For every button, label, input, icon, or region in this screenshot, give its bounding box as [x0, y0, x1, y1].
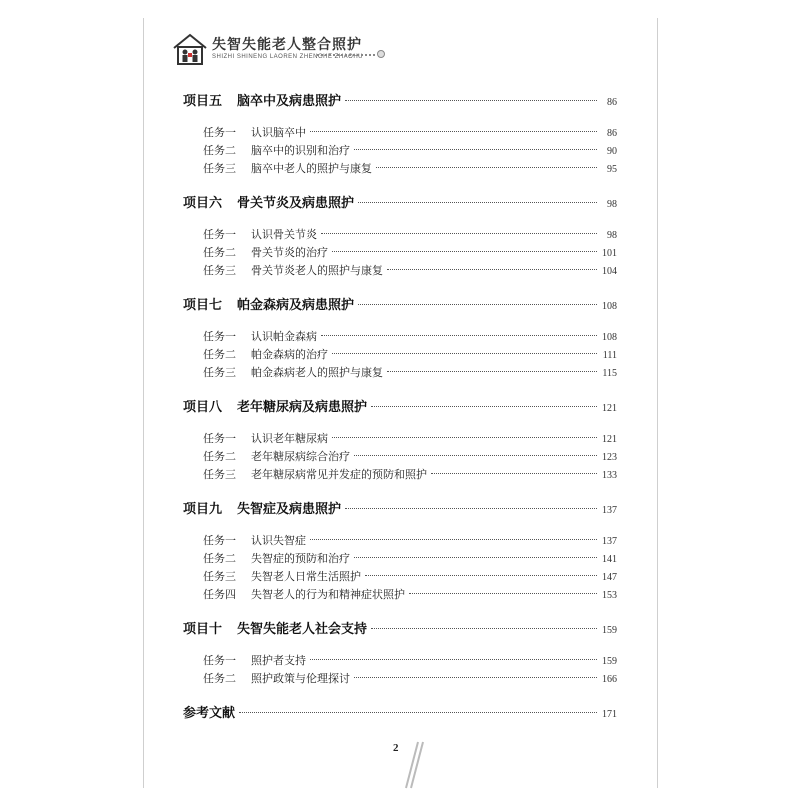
project-code: 项目九 [183, 502, 223, 517]
task-page: 159 [602, 656, 617, 667]
leader-dots [409, 593, 597, 594]
project-title: 老年糖尿病及病患照护 [237, 400, 368, 415]
toc-project-entry[interactable] [183, 294, 617, 314]
project-page: 86 [607, 97, 617, 108]
leader-dots [354, 557, 597, 558]
task-code: 任务一 [203, 228, 236, 241]
task-title: 失智老人的行为和精神症状照护 [251, 588, 405, 601]
task-page: 133 [602, 470, 617, 481]
task-page: 90 [607, 146, 617, 157]
page-number-slash-ornament [400, 740, 430, 790]
toc-task-entry[interactable] [183, 466, 617, 484]
task-title: 照护政策与伦理探讨 [251, 672, 350, 685]
task-code: 任务三 [203, 264, 236, 277]
leader-dots [431, 473, 597, 474]
toc-project-entry[interactable] [183, 90, 617, 110]
book-title-pinyin: SHIZHI SHINENG LAOREN ZHENGHE ZHAOHU [212, 54, 364, 60]
project-code: 项目七 [183, 298, 223, 313]
header-circle-ornament [377, 50, 385, 58]
leader-dots [310, 659, 597, 660]
project-page: 137 [602, 505, 617, 516]
toc-section [183, 618, 617, 702]
task-code: 任务一 [203, 432, 236, 445]
task-page: 101 [602, 248, 617, 259]
project-page: 108 [602, 301, 617, 312]
task-code: 任务二 [203, 246, 236, 259]
project-code: 项目五 [183, 94, 223, 109]
task-title: 认识骨关节炎 [251, 228, 317, 241]
toc-task-entry[interactable] [183, 328, 617, 346]
task-page: 123 [602, 452, 617, 463]
leader-dots [354, 455, 597, 456]
leader-dots [376, 167, 597, 168]
project-code: 项目六 [183, 196, 223, 211]
toc-task-entry[interactable] [183, 160, 617, 178]
toc-task-entry[interactable] [183, 568, 617, 586]
leader-dots [321, 335, 597, 336]
task-title: 失智症的预防和治疗 [251, 552, 350, 565]
toc-project-entry[interactable] [183, 396, 617, 416]
leader-dots [239, 712, 597, 713]
task-code: 任务一 [203, 126, 236, 139]
project-page: 121 [602, 403, 617, 414]
leader-dots [345, 100, 597, 101]
task-code: 任务二 [203, 144, 236, 157]
task-code: 任务三 [203, 468, 236, 481]
task-code: 任务三 [203, 162, 236, 175]
page-number: 2 [393, 742, 399, 754]
toc-task-entry[interactable] [183, 244, 617, 262]
task-title: 脑卒中老人的照护与康复 [251, 162, 372, 175]
task-page: 121 [602, 434, 617, 445]
task-page: 98 [607, 230, 617, 241]
leader-dots [332, 437, 597, 438]
toc-task-entry[interactable] [183, 262, 617, 280]
header-dotted-rule [317, 54, 375, 56]
task-page: 115 [602, 368, 617, 379]
toc-task-entry[interactable] [183, 586, 617, 604]
toc-task-entry[interactable] [183, 670, 617, 688]
project-page: 98 [607, 199, 617, 210]
toc-task-entry[interactable] [183, 550, 617, 568]
task-page: 166 [602, 674, 617, 685]
toc-project-entry[interactable] [183, 618, 617, 638]
task-code: 任务三 [203, 366, 236, 379]
toc-task-entry[interactable] [183, 124, 617, 142]
task-code: 任务二 [203, 672, 236, 685]
task-title: 老年糖尿病综合治疗 [251, 450, 350, 463]
task-code: 任务二 [203, 450, 236, 463]
leader-dots [387, 371, 597, 372]
toc-task-entry[interactable] [183, 346, 617, 364]
running-header [172, 30, 572, 70]
book-title: 失智失能老人整合照护 [212, 37, 362, 53]
project-title: 帕金森病及病患照护 [237, 298, 355, 313]
toc-project-entry[interactable] [183, 192, 617, 212]
task-page: 108 [602, 332, 617, 343]
task-title: 帕金森病老人的照护与康复 [251, 366, 383, 379]
leader-dots [371, 406, 597, 407]
task-code: 任务四 [203, 588, 236, 601]
task-page: 111 [602, 350, 617, 361]
project-code: 项目十 [183, 622, 223, 637]
task-title: 骨关节炎老人的照护与康复 [251, 264, 383, 277]
project-title: 骨关节炎及病患照护 [237, 196, 355, 211]
toc-section [183, 294, 617, 396]
task-page: 86 [607, 128, 617, 139]
task-title: 帕金森病的治疗 [251, 348, 328, 361]
leader-dots [354, 677, 597, 678]
task-code: 任务一 [203, 330, 236, 343]
task-code: 任务二 [203, 348, 236, 361]
task-page: 104 [602, 266, 617, 277]
task-page: 153 [602, 590, 617, 601]
toc-task-entry[interactable] [183, 652, 617, 670]
leader-dots [332, 251, 597, 252]
toc-references-entry[interactable] [183, 702, 617, 722]
task-title: 认识帕金森病 [251, 330, 317, 343]
project-code: 项目八 [183, 400, 223, 415]
leader-dots [358, 304, 597, 305]
task-title: 认识老年糖尿病 [251, 432, 328, 445]
leader-dots [354, 149, 597, 150]
task-page: 137 [602, 536, 617, 547]
task-page: 147 [602, 572, 617, 583]
leader-dots [358, 202, 597, 203]
references-title: 参考文献 [183, 706, 236, 721]
leader-dots [310, 131, 597, 132]
toc-section [183, 396, 617, 498]
table-of-contents [183, 90, 617, 722]
toc-section [183, 90, 617, 192]
toc-section [183, 192, 617, 294]
task-title: 脑卒中的识别和治疗 [251, 144, 350, 157]
toc-task-entry[interactable] [183, 532, 617, 550]
project-title: 失智症及病患照护 [237, 502, 342, 517]
leader-dots [371, 628, 597, 629]
toc-task-entry[interactable] [183, 364, 617, 382]
task-title: 失智老人日常生活照护 [251, 570, 361, 583]
leader-dots [332, 353, 597, 354]
task-page: 141 [602, 554, 617, 565]
task-code: 任务三 [203, 570, 236, 583]
toc-section [183, 498, 617, 618]
task-code: 任务二 [203, 552, 236, 565]
project-title: 失智失能老人社会支持 [237, 622, 368, 637]
task-title: 照护者支持 [251, 654, 306, 667]
leader-dots [321, 233, 597, 234]
leader-dots [310, 539, 597, 540]
toc-task-entry[interactable] [183, 226, 617, 244]
leader-dots [387, 269, 597, 270]
toc-task-entry[interactable] [183, 430, 617, 448]
task-title: 骨关节炎的治疗 [251, 246, 328, 259]
task-code: 任务一 [203, 534, 236, 547]
task-title: 认识脑卒中 [251, 126, 306, 139]
leader-dots [365, 575, 597, 576]
leader-dots [345, 508, 597, 509]
house-people-icon [172, 32, 208, 66]
task-title: 认识失智症 [251, 534, 306, 547]
task-title: 老年糖尿病常见并发症的预防和照护 [251, 468, 427, 481]
references-page: 171 [602, 709, 617, 720]
task-page: 95 [607, 164, 617, 175]
project-title: 脑卒中及病患照护 [237, 94, 342, 109]
toc-task-entry[interactable] [183, 448, 617, 466]
task-code: 任务一 [203, 654, 236, 667]
project-page: 159 [602, 625, 617, 636]
toc-project-entry[interactable] [183, 498, 617, 518]
toc-task-entry[interactable] [183, 142, 617, 160]
